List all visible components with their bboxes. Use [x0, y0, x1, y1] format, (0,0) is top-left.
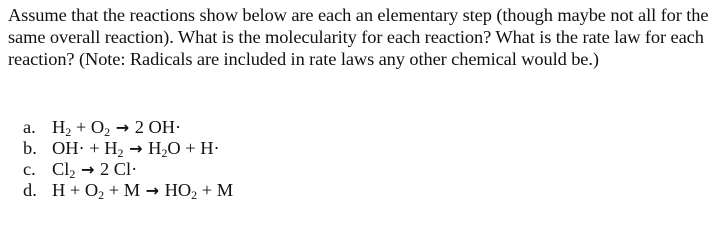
subscript: 2 — [98, 188, 105, 202]
equation-text: + M — [197, 180, 234, 200]
subscript: 2 — [117, 146, 124, 160]
subscript: 2 — [191, 188, 198, 202]
reaction-equation — [52, 180, 233, 201]
equation-text: Cl — [52, 159, 70, 179]
reaction-arrow-icon: → — [123, 139, 149, 158]
equation-text: + M — [104, 180, 141, 200]
reaction-marker: a. — [23, 117, 36, 137]
reaction-marker: d. — [23, 180, 37, 200]
reaction-arrow-icon: → — [140, 181, 165, 200]
equation-text: H — [52, 117, 66, 137]
subscript: 2 — [104, 125, 111, 139]
reaction-equation — [52, 159, 137, 180]
subscript: 2 — [161, 146, 168, 160]
reaction-a — [23, 117, 233, 138]
reaction-arrow-icon: → — [75, 160, 100, 179]
equation-text: 2 OH· — [134, 117, 182, 137]
subscript: 2 — [69, 167, 76, 181]
reaction-equation — [52, 138, 220, 159]
subscript: 2 — [65, 125, 72, 139]
equation-text: HO — [164, 180, 192, 200]
equation-text: H + O — [52, 180, 99, 200]
question-text: Assume that the reactions show below are each an elementary step (though maybe not all for the same overall reaction). What is the molecularity for each reaction? What is the rate law for each reaction? (Note: Radicals are included in rate laws any other chemical would be.) — [8, 5, 709, 69]
equation-text: 2 Cl· — [99, 159, 138, 179]
equation-text: H — [148, 138, 162, 158]
equation-text: O + H· — [167, 138, 220, 158]
reaction-equation — [52, 117, 181, 138]
reaction-c — [23, 159, 233, 180]
reaction-d — [23, 180, 233, 201]
reaction-list — [23, 117, 233, 201]
equation-text: OH· + H — [52, 138, 118, 158]
reaction-arrow-icon: → — [110, 118, 135, 137]
reaction-b — [23, 138, 233, 159]
document — [8, 4, 713, 70]
equation-text: + O — [71, 117, 105, 137]
reaction-marker: c. — [23, 159, 36, 179]
reaction-marker: b. — [23, 138, 37, 158]
